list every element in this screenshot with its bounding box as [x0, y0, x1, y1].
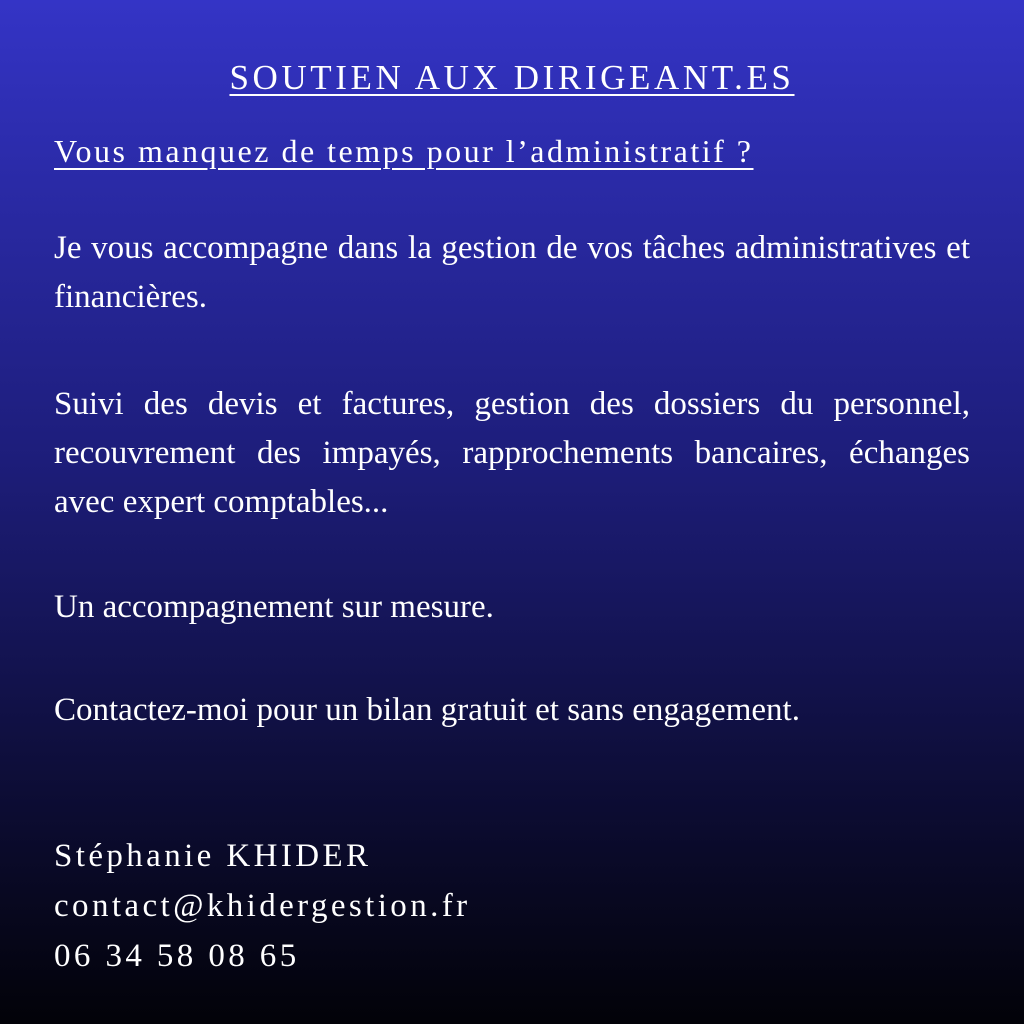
- call-to-action-paragraph: Contactez-moi pour un bilan gratuit et sans engagement.: [54, 692, 800, 728]
- tagline-paragraph: Un accompagnement sur mesure.: [54, 589, 494, 625]
- contact-email[interactable]: contact@khidergestion.fr: [54, 888, 471, 924]
- contact-name: Stéphanie KHIDER: [54, 838, 372, 874]
- intro-paragraph: Je vous accompagne dans la gestion de vos tâches administratives et financières.: [54, 230, 970, 315]
- services-paragraph: Suivi des devis et factures, gestion des dossiers du personnel, recouvrement des impayés, rapprochements bancaires, échanges avec expert comptables...: [54, 386, 970, 520]
- page-subtitle: Vous manquez de temps pour l’administratif ?: [54, 133, 754, 169]
- contact-block: [54, 831, 471, 981]
- page-title: SOUTIEN AUX DIRIGEANT.ES: [229, 58, 795, 97]
- contact-phone[interactable]: 06 34 58 08 65: [54, 938, 300, 974]
